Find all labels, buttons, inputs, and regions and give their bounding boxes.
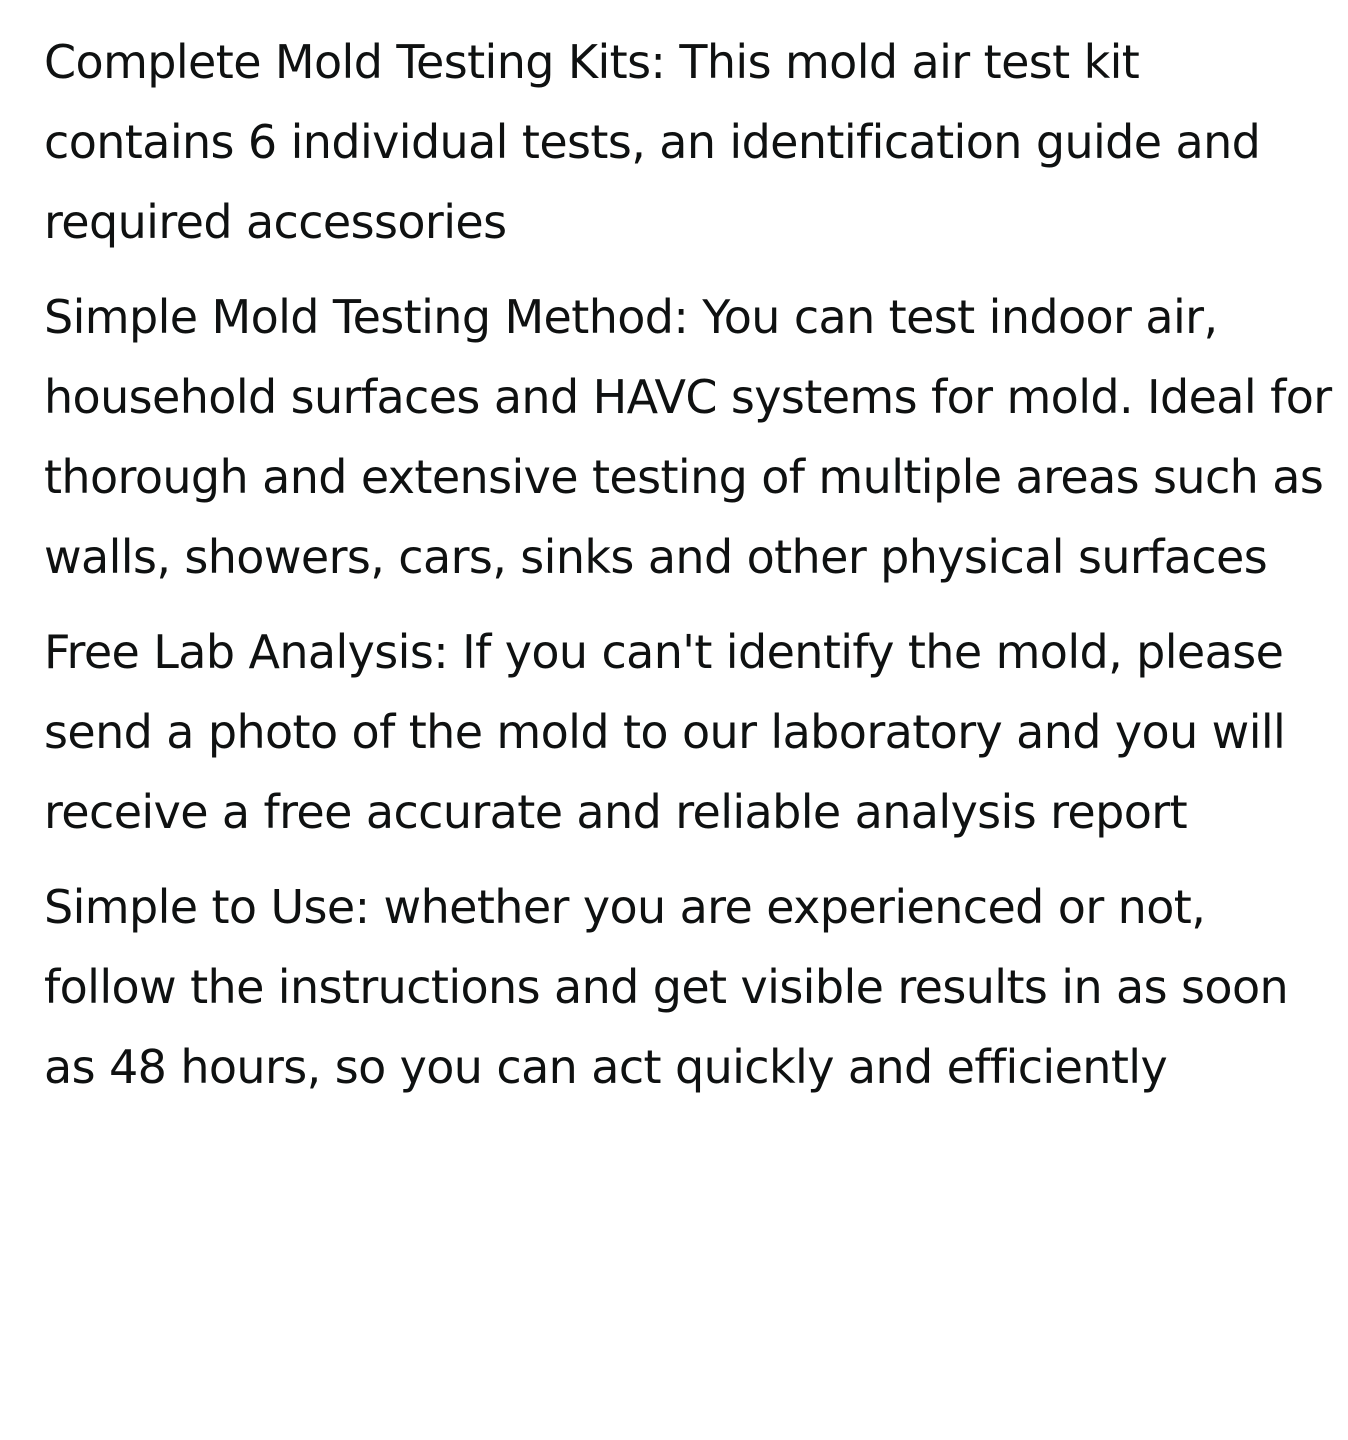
feature-bullet-simple-to-use: Simple to Use: whether you are experienced or not, follow the instructions and get visible results in as soon as 48 hours, so you can act quickly and efficiently — [44, 880, 1289, 1094]
feature-bullet-lab-analysis: Free Lab Analysis: If you can't identify the mold, please send a photo of the mold to our laboratory and you will receive a free accurate and reliable analysis report — [44, 625, 1286, 839]
feature-bullet-complete-kits: Complete Mold Testing Kits: This mold air test kit contains 6 individual tests, an identification guide and required accessories — [44, 35, 1261, 249]
feature-bullet-testing-method: Simple Mold Testing Method: You can test indoor air, household surfaces and HAVC systems for mold. Ideal for thorough and extensive testing of multiple areas such as walls, showers, cars, sinks and other physical surfaces — [44, 290, 1332, 584]
product-feature-list — [44, 22, 1340, 1122]
